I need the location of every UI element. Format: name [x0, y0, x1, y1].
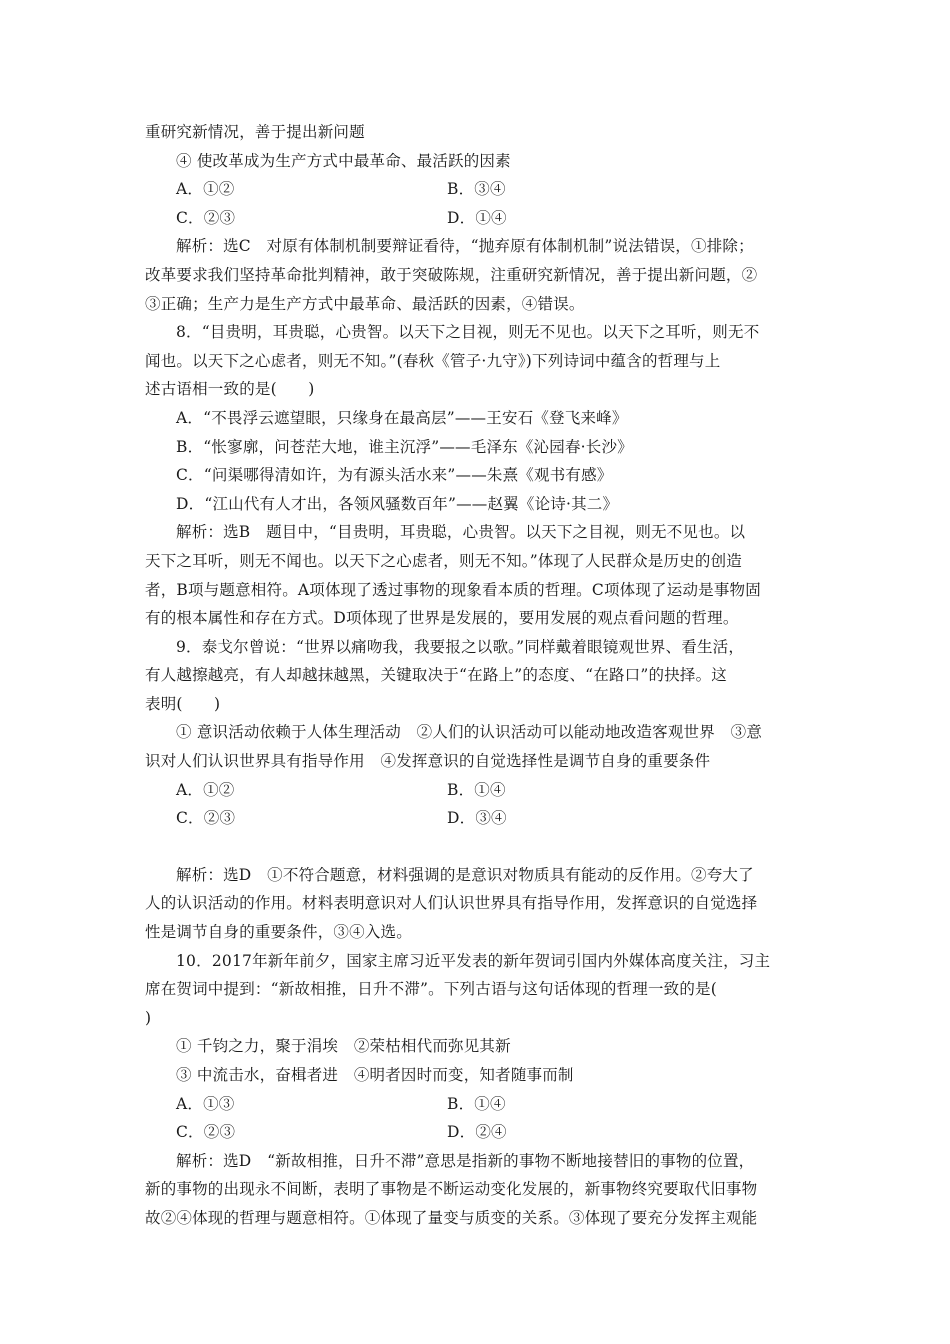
- q9-analysis-line: 性是调节自身的重要条件，③④入选。: [145, 923, 412, 942]
- q9-option-b: B．①④: [447, 780, 506, 799]
- q10-items-line: ① 千钧之力，聚于涓埃 ②荣枯相代而弥见其新: [176, 1037, 511, 1056]
- q9-analysis-line: 人的认识活动的作用。材料表明意识对人们认识世界具有指导作用，发挥意识的自觉选择: [145, 894, 758, 913]
- q9-options-row-1: [145, 776, 817, 805]
- q9-option-c: C．②③: [176, 809, 236, 828]
- q8-option-c: C．“问渠哪得清如许，为有源头活水来”——朱熹《观书有感》: [176, 466, 613, 485]
- q7-stem-continuation: 重研究新情况，善于提出新问题: [145, 123, 365, 141]
- q7-options-row-2: [145, 204, 817, 233]
- q9-stem-line: 9．泰戈尔曾说：“世界以痛吻我，我要报之以歌。”同样戴着眼镜观世界、看生活，: [176, 637, 745, 656]
- q8-stem-line: 述古语相一致的是( ): [145, 380, 315, 399]
- q9-items-line: 识对人们认识世界具有指导作用 ④发挥意识的自觉选择性是调节自身的重要条件: [145, 752, 711, 771]
- q10-option-d: D．②④: [447, 1123, 507, 1142]
- q8-analysis-line: 有的根本属性和存在方式。D项体现了世界是发展的，要用发展的观点看问题的哲理。: [145, 609, 739, 628]
- q10-option-a: A．①③: [176, 1094, 235, 1113]
- q8-analysis-line: 解析：选B 题目中，“目贵明，耳贵聪，心贵智。以天下之目视，则无不见也。以: [176, 523, 746, 542]
- q7-analysis-line: ③正确；生产力是生产方式中最革命、最活跃的因素，④错误。: [145, 294, 585, 313]
- q8-option-a: A．“不畏浮云遮望眼，只缘身在最高层”——王安石《登飞来峰》: [176, 408, 628, 427]
- q10-option-c: C．②③: [176, 1123, 236, 1142]
- q7-analysis-line: 解析：选C 对原有体制机制要辩证看待，“抛弃原有体制机制”说法错误，①排除；: [176, 237, 754, 256]
- q7-option-c: C．②③: [176, 208, 236, 227]
- q9-options-row-2: [145, 804, 817, 833]
- q10-options-row-1: [145, 1090, 817, 1119]
- q9-stem-line: 有人越擦越亮，有人却越抹越黑，关键取决于“在路上”的态度、“在路口”的抉择。这: [145, 666, 727, 685]
- q8-option-b: B．“怅寥廓，问苍茫大地，谁主沉浮”——毛泽东《沁园春·长沙》: [176, 437, 633, 456]
- q10-analysis-line: 解析：选D “新故相推，日升不滞”意思是指新的事物不断地接替旧的事物的位置，: [176, 1151, 755, 1170]
- q8-stem-line: 8．“目贵明，耳贵聪，心贵智。以天下之目视，则无不见也。以天下之耳听，则无不: [176, 323, 760, 342]
- q8-analysis-line: 天下之耳听，则无不闻也。以天下之心虑者，则无不知。”体现了人民群众是历史的创造: [145, 551, 742, 570]
- q7-options-row-1: [145, 175, 817, 204]
- q7-option-b: B．③④: [447, 180, 506, 199]
- q9-option-a: A．①②: [176, 780, 235, 799]
- q10-stem-line: 席在贺词中提到：“新故相推，日升不滞”。下列古语与这句话体现的哲理一致的是(: [145, 980, 717, 999]
- q7-option-d: D．①④: [447, 208, 507, 227]
- q7-option-a: A．①②: [176, 180, 235, 199]
- q8-analysis-line: 者，B项与题意相符。A项体现了透过事物的现象看本质的哲理。C项体现了运动是事物固: [145, 580, 761, 599]
- q10-items-line: ③ 中流击水，奋楫者进 ④明者因时而变，知者随事而制: [176, 1066, 574, 1084]
- q8-option-d: D．“江山代有人才出，各领风骚数百年”——赵翼《论诗·其二》: [176, 494, 619, 513]
- q8-stem-line: 闻也。以天下之心虑者，则无不知。”(春秋《管子·九守》)下列诗词中蕴含的哲理与上: [145, 351, 721, 370]
- q10-option-b: B．①④: [447, 1094, 506, 1113]
- q10-options-row-2: [145, 1118, 817, 1147]
- q9-analysis-line: 解析：选D ①不符合题意，材料强调的是意识对物质具有能动的反作用。②夸大了: [176, 865, 754, 884]
- q9-items-line: ① 意识活动依赖于人体生理活动 ②人们的认识活动可以能动地改造客观世界 ③意: [176, 723, 763, 742]
- blank-spacer: [145, 833, 817, 861]
- q10-analysis-line: 新的事物的出现永不间断，表明了事物是不断运动变化发展的，新事物终究要取代旧事物: [145, 1180, 758, 1199]
- q10-stem-line: 10．2017年新年前夕，国家主席习近平发表的新年贺词引国内外媒体高度关注，习主: [176, 951, 771, 970]
- q10-stem-line: ): [145, 1008, 152, 1027]
- q9-stem-line: 表明( ): [145, 694, 221, 713]
- q7-analysis-line: 改革要求我们坚持革命批判精神，敢于突破陈规，注重研究新情况，善于提出新问题，②: [145, 265, 758, 284]
- q10-analysis-line: 故②④体现的哲理与题意相符。①体现了量变与质变的关系。③体现了要充分发挥主观能: [145, 1208, 758, 1227]
- q7-item-4: ④ 使改革成为生产方式中最革命、最活跃的因素: [176, 151, 511, 170]
- q9-option-d: D．③④: [447, 809, 507, 828]
- document-page: [145, 118, 817, 1233]
